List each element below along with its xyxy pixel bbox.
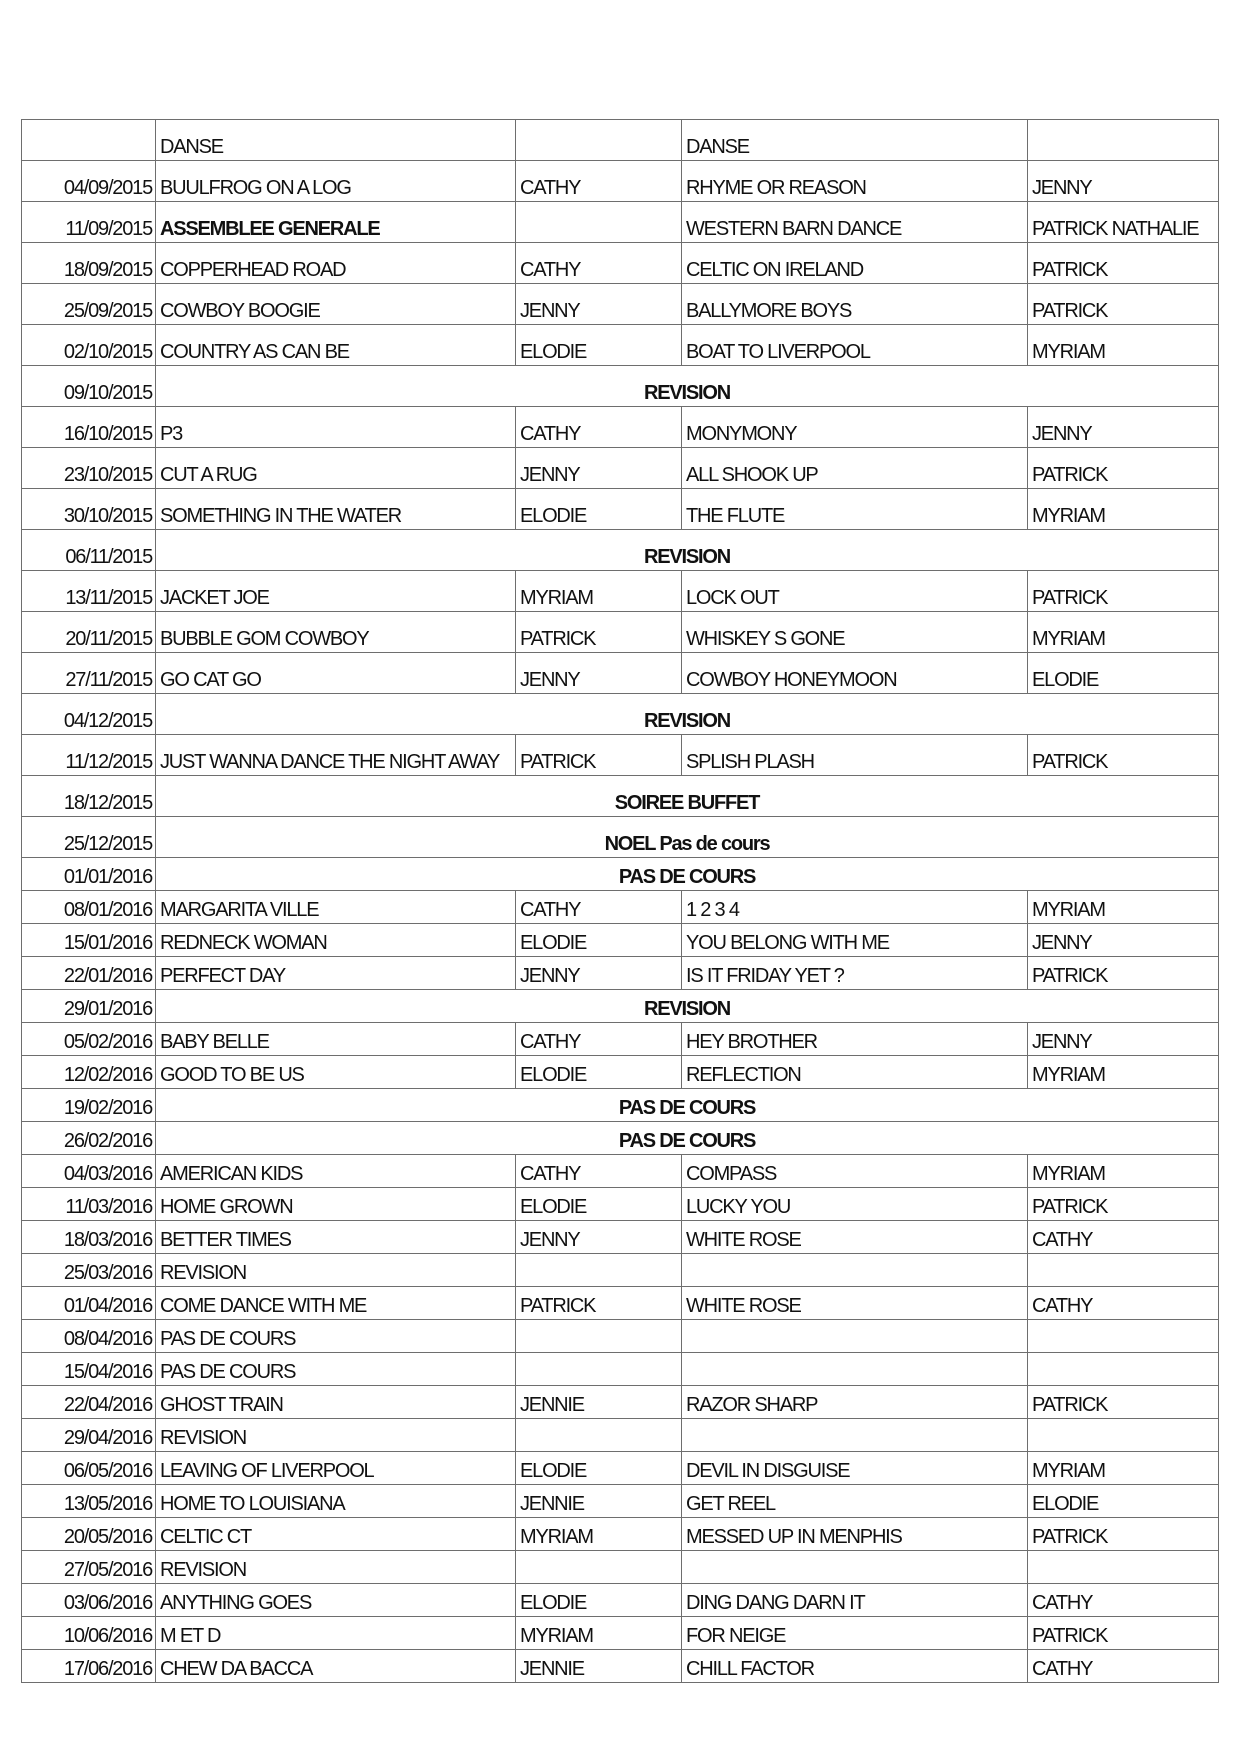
date-cell: 15/04/2016 <box>22 1353 156 1386</box>
teacher2-cell: PATRICK <box>1028 1386 1219 1419</box>
merged-event-cell: PAS DE COURS <box>156 1122 1219 1155</box>
dance2-cell: MESSED UP IN MENPHIS <box>682 1518 1028 1551</box>
table-row <box>22 694 1219 735</box>
dance1-cell: BUULFROG ON A LOG <box>156 161 516 202</box>
teacher1-cell: MYRIAM <box>516 1518 682 1551</box>
teacher1-cell: ELODIE <box>516 1584 682 1617</box>
table-row <box>22 1320 1219 1353</box>
teacher2-cell <box>1028 1254 1219 1287</box>
dance1-cell: REVISION <box>156 1419 516 1452</box>
date-cell: 27/05/2016 <box>22 1551 156 1584</box>
dance1-cell: GOOD TO BE US <box>156 1056 516 1089</box>
header-row <box>22 120 1219 161</box>
teacher1-cell: PATRICK <box>516 612 682 653</box>
dance1-cell: PAS DE COURS <box>156 1320 516 1353</box>
teacher1-cell: CATHY <box>516 243 682 284</box>
table-row <box>22 1122 1219 1155</box>
dance1-cell: M ET D <box>156 1617 516 1650</box>
dance2-cell <box>682 1254 1028 1287</box>
dance2-cell: WHITE ROSE <box>682 1221 1028 1254</box>
date-cell: 05/02/2016 <box>22 1023 156 1056</box>
table-row <box>22 571 1219 612</box>
date-cell: 03/06/2016 <box>22 1584 156 1617</box>
dance2-cell <box>682 1551 1028 1584</box>
teacher2-cell: JENNY <box>1028 407 1219 448</box>
table-row <box>22 1518 1219 1551</box>
teacher1-cell: JENNY <box>516 448 682 489</box>
dance1-cell: LEAVING OF LIVERPOOL <box>156 1452 516 1485</box>
teacher1-cell: JENNY <box>516 1221 682 1254</box>
dance1-cell: ANYTHING GOES <box>156 1584 516 1617</box>
merged-event-cell: SOIREE BUFFET <box>156 776 1219 817</box>
date-cell: 10/06/2016 <box>22 1617 156 1650</box>
date-cell: 25/12/2015 <box>22 817 156 858</box>
dance2-cell: YOU BELONG WITH ME <box>682 924 1028 957</box>
date-cell: 06/11/2015 <box>22 530 156 571</box>
dance1-cell: COWBOY BOOGIE <box>156 284 516 325</box>
teacher1-cell: JENNIE <box>516 1386 682 1419</box>
date-cell: 13/05/2016 <box>22 1485 156 1518</box>
teacher1-cell: ELODIE <box>516 325 682 366</box>
teacher2-cell: MYRIAM <box>1028 1452 1219 1485</box>
dance2-cell: BOAT TO LIVERPOOL <box>682 325 1028 366</box>
teacher1-cell: JENNIE <box>516 1485 682 1518</box>
date-cell: 11/09/2015 <box>22 202 156 243</box>
teacher2-cell: MYRIAM <box>1028 1056 1219 1089</box>
table-row <box>22 858 1219 891</box>
dance2-cell: 1 2 3 4 <box>682 891 1028 924</box>
date-cell: 18/03/2016 <box>22 1221 156 1254</box>
dance1-cell: PERFECT DAY <box>156 957 516 990</box>
date-cell: 20/11/2015 <box>22 612 156 653</box>
teacher2-cell: PATRICK <box>1028 735 1219 776</box>
date-cell: 20/05/2016 <box>22 1518 156 1551</box>
dance-schedule-table <box>21 119 1219 1683</box>
date-cell: 09/10/2015 <box>22 366 156 407</box>
table-row <box>22 202 1219 243</box>
dance2-cell: MONYMONY <box>682 407 1028 448</box>
table-row <box>22 1221 1219 1254</box>
dance1-cell: REVISION <box>156 1254 516 1287</box>
teacher2-cell <box>1028 1551 1219 1584</box>
teacher2-cell <box>1028 1320 1219 1353</box>
dance2-cell: CHILL FACTOR <box>682 1650 1028 1683</box>
table-row <box>22 891 1219 924</box>
date-cell: 30/10/2015 <box>22 489 156 530</box>
date-cell: 17/06/2016 <box>22 1650 156 1683</box>
table-row <box>22 1353 1219 1386</box>
table-row <box>22 1485 1219 1518</box>
teacher2-cell: PATRICK <box>1028 1188 1219 1221</box>
table-row <box>22 325 1219 366</box>
teacher2-cell: JENNY <box>1028 1023 1219 1056</box>
dance2-cell: IS IT FRIDAY YET ? <box>682 957 1028 990</box>
date-cell: 19/02/2016 <box>22 1089 156 1122</box>
date-cell: 29/04/2016 <box>22 1419 156 1452</box>
header-teacher2-cell <box>1028 120 1219 161</box>
teacher2-cell: PATRICK <box>1028 1518 1219 1551</box>
teacher1-cell <box>516 1419 682 1452</box>
table-row <box>22 243 1219 284</box>
dance1-cell: HOME TO LOUISIANA <box>156 1485 516 1518</box>
teacher2-cell <box>1028 1419 1219 1452</box>
dance1-cell: SOMETHING IN THE WATER <box>156 489 516 530</box>
date-cell: 23/10/2015 <box>22 448 156 489</box>
teacher1-cell <box>516 1353 682 1386</box>
dance1-cell: BABY BELLE <box>156 1023 516 1056</box>
date-cell: 11/12/2015 <box>22 735 156 776</box>
teacher1-cell: ELODIE <box>516 1188 682 1221</box>
dance2-cell: FOR NEIGE <box>682 1617 1028 1650</box>
teacher2-cell: PATRICK NATHALIE <box>1028 202 1219 243</box>
date-cell: 18/09/2015 <box>22 243 156 284</box>
date-cell: 25/03/2016 <box>22 1254 156 1287</box>
teacher2-cell <box>1028 1353 1219 1386</box>
table-row <box>22 990 1219 1023</box>
header-dance2-cell: DANSE <box>682 120 1028 161</box>
date-cell: 25/09/2015 <box>22 284 156 325</box>
table-row <box>22 957 1219 990</box>
teacher1-cell: JENNY <box>516 957 682 990</box>
dance2-cell: RHYME OR REASON <box>682 161 1028 202</box>
teacher1-cell <box>516 1551 682 1584</box>
teacher1-cell: CATHY <box>516 1023 682 1056</box>
header-dance1-cell: DANSE <box>156 120 516 161</box>
merged-event-cell: PAS DE COURS <box>156 1089 1219 1122</box>
header-date-cell <box>22 120 156 161</box>
dance2-cell: BALLYMORE BOYS <box>682 284 1028 325</box>
date-cell: 08/04/2016 <box>22 1320 156 1353</box>
teacher2-cell: PATRICK <box>1028 448 1219 489</box>
table-row <box>22 161 1219 202</box>
dance2-cell: ALL SHOOK UP <box>682 448 1028 489</box>
table-row <box>22 612 1219 653</box>
dance2-cell: SPLISH PLASH <box>682 735 1028 776</box>
teacher1-cell: ELODIE <box>516 1056 682 1089</box>
table-row <box>22 1617 1219 1650</box>
table-row <box>22 1551 1219 1584</box>
teacher1-cell: JENNIE <box>516 1650 682 1683</box>
table-row <box>22 284 1219 325</box>
teacher2-cell: CATHY <box>1028 1650 1219 1683</box>
teacher2-cell: MYRIAM <box>1028 891 1219 924</box>
teacher1-cell: MYRIAM <box>516 571 682 612</box>
teacher1-cell: MYRIAM <box>516 1617 682 1650</box>
teacher1-cell: CATHY <box>516 407 682 448</box>
header-teacher1-cell <box>516 120 682 161</box>
table-row <box>22 1584 1219 1617</box>
dance1-cell: REDNECK WOMAN <box>156 924 516 957</box>
teacher1-cell <box>516 1254 682 1287</box>
teacher2-cell: MYRIAM <box>1028 489 1219 530</box>
teacher1-cell: ELODIE <box>516 489 682 530</box>
teacher2-cell: CATHY <box>1028 1584 1219 1617</box>
table-row <box>22 530 1219 571</box>
date-cell: 06/05/2016 <box>22 1452 156 1485</box>
teacher1-cell: CATHY <box>516 161 682 202</box>
table-row <box>22 448 1219 489</box>
teacher2-cell: ELODIE <box>1028 653 1219 694</box>
teacher2-cell: PATRICK <box>1028 243 1219 284</box>
teacher1-cell <box>516 1320 682 1353</box>
dance1-cell: JACKET JOE <box>156 571 516 612</box>
date-cell: 22/04/2016 <box>22 1386 156 1419</box>
teacher2-cell: PATRICK <box>1028 1617 1219 1650</box>
date-cell: 04/03/2016 <box>22 1155 156 1188</box>
dance2-cell: COMPASS <box>682 1155 1028 1188</box>
merged-event-cell: REVISION <box>156 694 1219 735</box>
teacher2-cell: PATRICK <box>1028 284 1219 325</box>
table-row <box>22 1089 1219 1122</box>
dance2-cell: REFLECTION <box>682 1056 1028 1089</box>
dance1-cell: AMERICAN KIDS <box>156 1155 516 1188</box>
teacher2-cell: PATRICK <box>1028 571 1219 612</box>
dance2-cell: WHITE ROSE <box>682 1287 1028 1320</box>
dance2-cell <box>682 1320 1028 1353</box>
date-cell: 29/01/2016 <box>22 990 156 1023</box>
teacher1-cell: ELODIE <box>516 1452 682 1485</box>
dance1-cell: BUBBLE GOM COWBOY <box>156 612 516 653</box>
dance1-cell: BETTER TIMES <box>156 1221 516 1254</box>
date-cell: 01/04/2016 <box>22 1287 156 1320</box>
dance2-cell: WESTERN BARN DANCE <box>682 202 1028 243</box>
teacher1-cell: ELODIE <box>516 924 682 957</box>
table-row <box>22 924 1219 957</box>
date-cell: 13/11/2015 <box>22 571 156 612</box>
dance1-cell: PAS DE COURS <box>156 1353 516 1386</box>
date-cell: 22/01/2016 <box>22 957 156 990</box>
dance1-cell: CHEW DA BACCA <box>156 1650 516 1683</box>
merged-event-cell: PAS DE COURS <box>156 858 1219 891</box>
table-row <box>22 1419 1219 1452</box>
date-cell: 04/09/2015 <box>22 161 156 202</box>
table-row <box>22 653 1219 694</box>
dance1-cell: P3 <box>156 407 516 448</box>
table-row <box>22 407 1219 448</box>
teacher2-cell: MYRIAM <box>1028 1155 1219 1188</box>
merged-event-cell: REVISION <box>156 990 1219 1023</box>
teacher2-cell: MYRIAM <box>1028 612 1219 653</box>
teacher1-cell <box>516 202 682 243</box>
dance1-cell: COPPERHEAD ROAD <box>156 243 516 284</box>
dance1-cell: CUT A RUG <box>156 448 516 489</box>
table-row <box>22 817 1219 858</box>
teacher1-cell: JENNY <box>516 284 682 325</box>
dance2-cell: THE FLUTE <box>682 489 1028 530</box>
dance2-cell: CELTIC ON IRELAND <box>682 243 1028 284</box>
schedule-body <box>22 120 1219 1683</box>
date-cell: 11/03/2016 <box>22 1188 156 1221</box>
dance1-cell: CELTIC CT <box>156 1518 516 1551</box>
teacher2-cell: JENNY <box>1028 161 1219 202</box>
teacher1-cell: CATHY <box>516 1155 682 1188</box>
table-row <box>22 1650 1219 1683</box>
date-cell: 01/01/2016 <box>22 858 156 891</box>
dance2-cell: WHISKEY S GONE <box>682 612 1028 653</box>
date-cell: 08/01/2016 <box>22 891 156 924</box>
dance1-cell: REVISION <box>156 1551 516 1584</box>
teacher2-cell: CATHY <box>1028 1221 1219 1254</box>
table-row <box>22 489 1219 530</box>
teacher2-cell: JENNY <box>1028 924 1219 957</box>
merged-event-cell: REVISION <box>156 530 1219 571</box>
dance2-cell: LOCK OUT <box>682 571 1028 612</box>
teacher1-cell: JENNY <box>516 653 682 694</box>
table-row <box>22 776 1219 817</box>
table-row <box>22 1287 1219 1320</box>
table-row <box>22 1452 1219 1485</box>
table-row <box>22 735 1219 776</box>
teacher2-cell: CATHY <box>1028 1287 1219 1320</box>
table-row <box>22 366 1219 407</box>
table-row <box>22 1188 1219 1221</box>
dance2-cell: LUCKY YOU <box>682 1188 1028 1221</box>
date-cell: 12/02/2016 <box>22 1056 156 1089</box>
dance2-cell: RAZOR SHARP <box>682 1386 1028 1419</box>
dance1-cell: COME DANCE WITH ME <box>156 1287 516 1320</box>
dance2-cell <box>682 1419 1028 1452</box>
teacher1-cell: PATRICK <box>516 1287 682 1320</box>
table-row <box>22 1155 1219 1188</box>
dance1-cell: GHOST TRAIN <box>156 1386 516 1419</box>
date-cell: 27/11/2015 <box>22 653 156 694</box>
teacher2-cell: MYRIAM <box>1028 325 1219 366</box>
date-cell: 15/01/2016 <box>22 924 156 957</box>
teacher1-cell: CATHY <box>516 891 682 924</box>
dance1-cell: GO CAT GO <box>156 653 516 694</box>
teacher2-cell: PATRICK <box>1028 957 1219 990</box>
dance2-cell: GET REEL <box>682 1485 1028 1518</box>
date-cell: 18/12/2015 <box>22 776 156 817</box>
table-row <box>22 1056 1219 1089</box>
table-row <box>22 1386 1219 1419</box>
dance2-cell: DEVIL IN DISGUISE <box>682 1452 1028 1485</box>
dance2-cell: DING DANG DARN IT <box>682 1584 1028 1617</box>
date-cell: 04/12/2015 <box>22 694 156 735</box>
dance1-cell: COUNTRY AS CAN BE <box>156 325 516 366</box>
dance2-cell: COWBOY HONEYMOON <box>682 653 1028 694</box>
dance1-cell: JUST WANNA DANCE THE NIGHT AWAY <box>156 735 516 776</box>
merged-event-cell: NOEL Pas de cours <box>156 817 1219 858</box>
merged-event-cell: REVISION <box>156 366 1219 407</box>
table-row <box>22 1254 1219 1287</box>
dance1-cell: ASSEMBLEE GENERALE <box>156 202 516 243</box>
dance1-cell: MARGARITA VILLE <box>156 891 516 924</box>
teacher1-cell: PATRICK <box>516 735 682 776</box>
dance1-cell: HOME GROWN <box>156 1188 516 1221</box>
date-cell: 02/10/2015 <box>22 325 156 366</box>
teacher2-cell: ELODIE <box>1028 1485 1219 1518</box>
date-cell: 26/02/2016 <box>22 1122 156 1155</box>
dance2-cell: HEY BROTHER <box>682 1023 1028 1056</box>
table-row <box>22 1023 1219 1056</box>
date-cell: 16/10/2015 <box>22 407 156 448</box>
dance2-cell <box>682 1353 1028 1386</box>
